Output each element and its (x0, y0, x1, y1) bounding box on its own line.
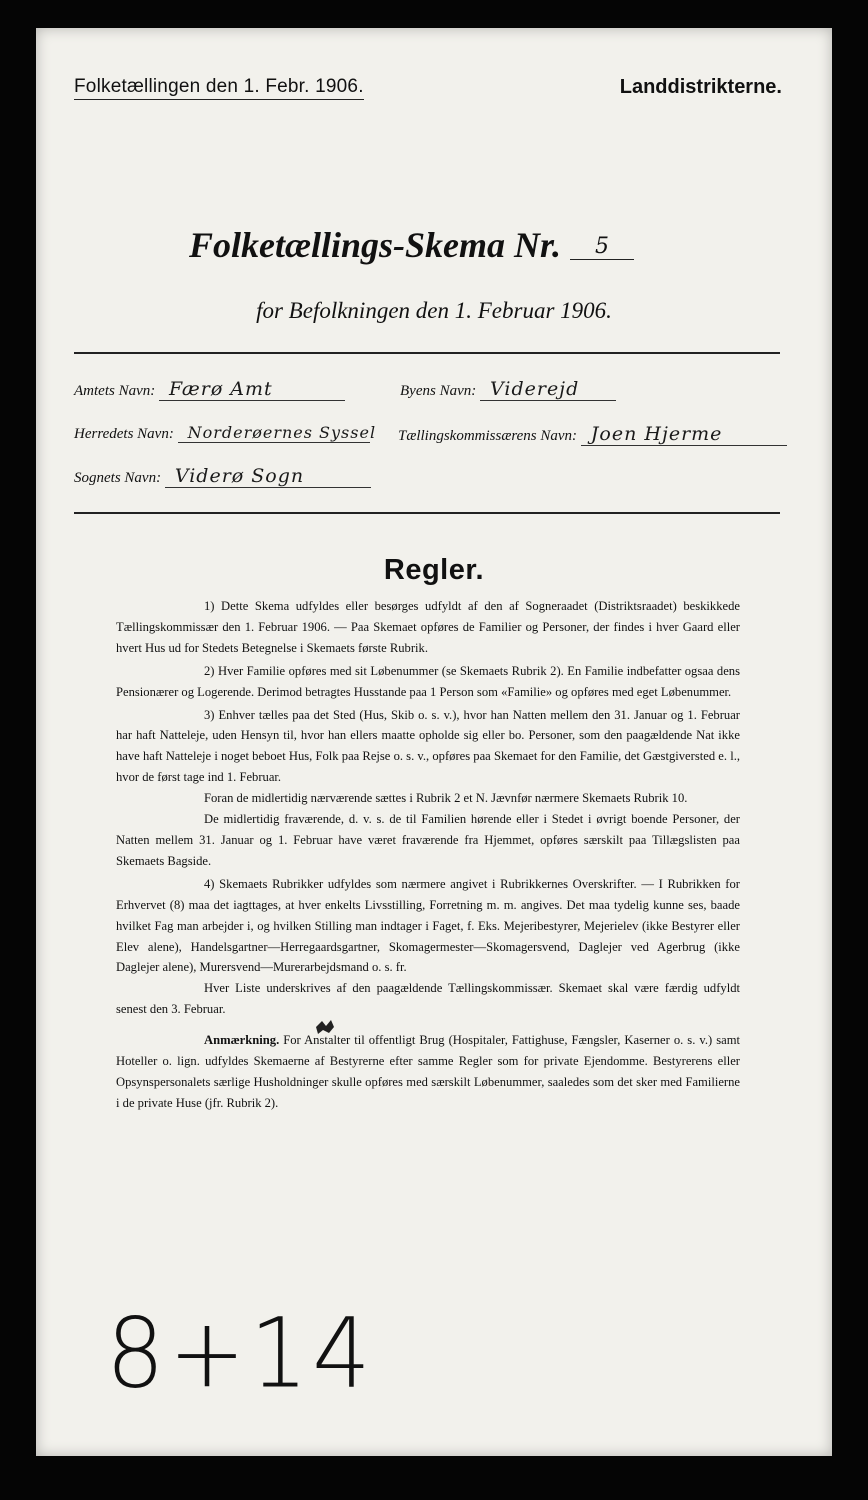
form-number: 5 (570, 234, 634, 260)
rule-paragraph-4: 4) Skemaets Rubrikker udfyldes som nærmere angivet i Rubrikkernes Overskrifter. — I Rubrikken for Erhvervet (8) maa det iagttages, at hver enkelts Livsstilling, Forretning m. m. angives. Det maa tydelig kunne ses, baade hvilket Fag man arbejder i, og hvilken Stilling man indtager i Faget, f. Eks. Mejeribestyrer, Mejerielev (ikke Bestyrer eller Elev alene), Handelsgartner—Herregaardsgartner, Skomagermester—Skomagersvend, Daglejer ved Agerbrug (ikke Daglejer alene), Murersvend—Murerarbejdsmand o. s. fr. (116, 876, 740, 975)
rules-body (116, 596, 740, 1114)
rules-heading: Regler. (383, 554, 485, 586)
by-field (400, 378, 616, 401)
rule-paragraph-2: 2) Hver Familie opføres med sit Løbenummer (se Skemaets Rubrik 2). En Familie indbefatter ogsaa dens Pensionærer og Logerende. Derimod betragtes Husstande paa 1 Person som «Familie» og opføres med eget Løbenummer. (116, 663, 740, 699)
census-form-page (36, 28, 832, 1456)
kommissaer-label: Tællingskommissærens Navn: (398, 428, 578, 444)
by-label: Byens Navn: (400, 383, 477, 399)
rule-paragraph-3c: De midlertidig fraværende, d. v. s. de til Familien hørende eller i Stedet i øvrigt boende Personer, der Natten mellem 31. Januar og 1. Februar have været fraværende fra Hjemmet, opføres særskilt paa Tillægslisten paa Skemaets Bagside. (116, 812, 740, 868)
form-subtitle: for Befolkningen den 1. Februar 1906. (256, 298, 612, 323)
herred-label: Herredets Navn: (74, 426, 174, 442)
amt-field (74, 378, 345, 401)
amt-value: Færø Amt (159, 378, 345, 401)
note-paragraph (116, 1030, 740, 1114)
rule-paragraph-1: 1) Dette Skema udfyldes eller besørges udfyldt af den af Sogneraadet (Distriktsraadet) beskikkede Tællingskommissær den 1. Februar 1906. — Paa Skemaet opføres de Familier og Personer, der findes i hver Gaard eller hvert Hus ud for Stedets Betegnelse i Skemaets første Rubrik. (116, 599, 740, 655)
header-census-date: Folketællingen den 1. Febr. 1906. (74, 76, 364, 100)
herred-value: Norderøernes Syssel (178, 423, 370, 443)
herred-field (74, 423, 377, 443)
kommissaer-value: Joen Hjerme (581, 423, 787, 446)
kommissaer-field (398, 423, 787, 446)
form-title-text: Folketællings-Skema Nr. (189, 225, 562, 265)
rule-paragraph-3: 3) Enhver tælles paa det Sted (Hus, Skib o. s. v.), hvor han Natten mellem den 31. Januar og 1. Februar har haft Natteleje, uden Hensyn til, hvor han ellers maatte opholde sig eller bo. Personer, som den paagældende Nat ikke have haft Natteleje i noget beboet Hus, Folk paa Rejse o. s. v., opføres paa Skemaet for den Familie, det Gæstgiversted e. l., hvor de først tage ind 1. Februar. (116, 707, 740, 785)
sogn-field (74, 465, 371, 488)
form-title (189, 224, 634, 266)
note-text: For Anstalter til offentligt Brug (Hospitaler, Fattighuse, Fængsler, Kaserner o. s. v.) samt Hoteller o. lign. udfyldes Skemaerne af Bestyrerne efter samme Regler som for private Ejendomme. Bestyrerens eller Opsynspersonalets særlige Husholdninger skulle opføres med særskilt Løbenummer, saaledes som det sker med Familierne i de private Huse (jfr. Rubrik 2). (116, 1033, 740, 1110)
sogn-label: Sognets Navn: (74, 470, 162, 486)
amt-label: Amtets Navn: (74, 383, 156, 399)
note-label: Anmærkning. (204, 1033, 280, 1048)
header-district-type: Landdistrikterne. (619, 76, 782, 98)
handwritten-note: 8+14 (106, 1297, 375, 1410)
divider-top (74, 352, 780, 354)
ink-blot (314, 1018, 336, 1036)
by-value: Viderejd (480, 378, 616, 401)
sogn-value: Viderø Sogn (165, 465, 371, 488)
rule-paragraph-4b: Hver Liste underskrives af den paagældende Tællingskommissær. Skemaet skal være færdig udfyldt senest den 3. Februar. (116, 981, 740, 1017)
rule-paragraph-3b: Foran de midlertidig nærværende sættes i Rubrik 2 et N. Jævnfør nærmere Skemaets Rubrik 10. (204, 791, 688, 806)
divider-bottom (74, 512, 780, 514)
